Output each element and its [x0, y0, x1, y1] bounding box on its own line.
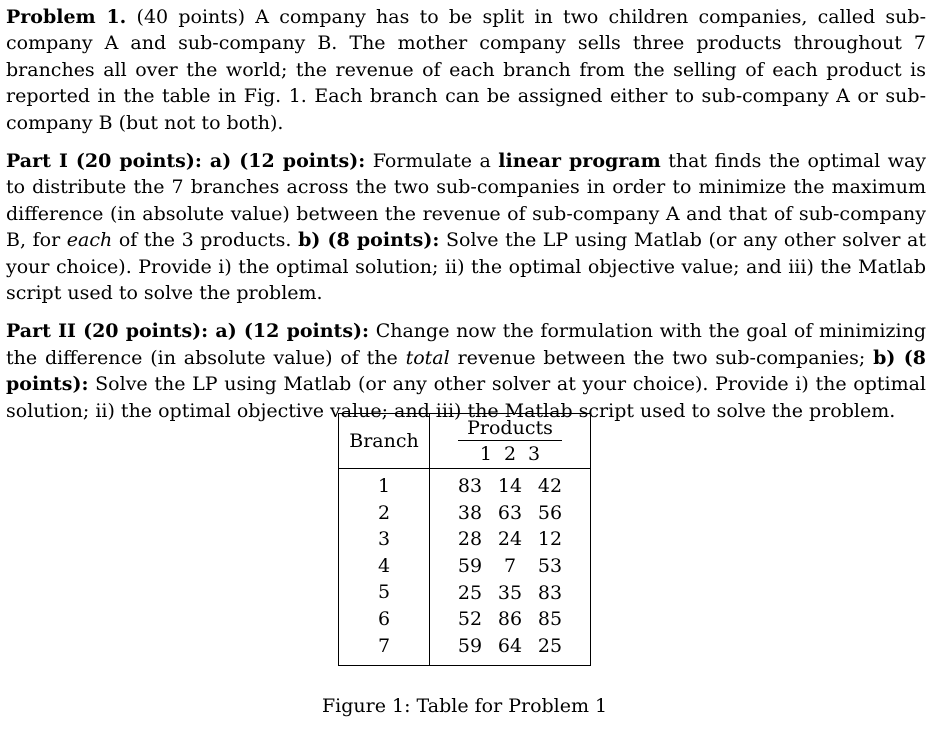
part1-heading-b: b) (8 points): [298, 229, 440, 252]
problem-intro-paragraph [6, 4, 926, 136]
problem-document [6, 4, 926, 436]
table-row [339, 579, 591, 606]
value-cell: 25 [537, 634, 563, 657]
part2-text-a1: Change now the formulation with the goal of minimizing the difference (in absolute value) of the [6, 320, 926, 369]
product-numbers [430, 441, 590, 467]
part1-bold-lp: linear program [498, 150, 661, 173]
value-cell: 24 [497, 528, 523, 551]
value-cell: 83 [537, 581, 563, 604]
value-cell: 59 [457, 555, 483, 578]
part1-text-a2: that finds the optimal way to distribute the 7 branches across the two sub-companies in order to minimize the maximum difference (in absolute value) between the revenue of sub-company A and that of sub-company B, for [6, 150, 927, 252]
product-number: 2 [503, 443, 517, 465]
values-cell [430, 526, 591, 553]
value-cell: 42 [537, 475, 563, 498]
branch-cell: 5 [339, 579, 430, 606]
part2-text-a2: revenue between the two sub-companies; [457, 346, 866, 369]
part2-heading: Part II (20 points): a) (12 points): [6, 320, 370, 343]
branch-column-header: Branch [339, 414, 430, 469]
value-cell: 63 [497, 501, 523, 524]
part2-italic-total: total [405, 346, 450, 369]
value-cell: 25 [457, 581, 483, 604]
value-cell: 14 [497, 475, 523, 498]
branch-cell: 6 [339, 606, 430, 633]
branch-cell: 1 [339, 469, 430, 500]
products-header-cell [430, 414, 591, 469]
table-row [339, 553, 591, 580]
table-row [339, 526, 591, 553]
value-cell: 86 [497, 608, 523, 631]
part1-italic-each: each [66, 229, 113, 252]
part1-paragraph [6, 148, 926, 306]
problem-intro-text: (40 points) A company has to be split in two children companies, called sub-company A and sub-company B. The mother company sells three products throughout 7 branches all over the world; the revenue of each branch from the selling of each product is reported in the table in Fig. 1. Each branch can be assigned either to sub-company A or sub-company B (but not to both). [6, 6, 926, 134]
values-cell [430, 500, 591, 527]
part1-text-a1: Formulate a [372, 150, 491, 173]
values-cell [430, 633, 591, 666]
value-cell: 56 [537, 501, 563, 524]
value-cell: 53 [537, 555, 563, 578]
revenue-table-container [338, 413, 591, 666]
values-cell [430, 579, 591, 606]
value-cell: 7 [503, 555, 517, 578]
branch-cell: 7 [339, 633, 430, 666]
revenue-table [338, 413, 591, 666]
value-cell: 28 [457, 528, 483, 551]
values-cell [430, 469, 591, 500]
table-row [339, 606, 591, 633]
branch-cell: 3 [339, 526, 430, 553]
table-row [339, 469, 591, 500]
value-cell: 38 [457, 501, 483, 524]
table-row [339, 633, 591, 666]
values-cell [430, 553, 591, 580]
value-cell: 52 [457, 608, 483, 631]
branch-cell: 4 [339, 553, 430, 580]
figure-caption: Figure 1: Table for Problem 1 [322, 695, 608, 717]
table-header-row [339, 414, 591, 469]
value-cell: 83 [457, 475, 483, 498]
problem-heading: Problem 1. [6, 6, 127, 28]
part2-paragraph [6, 318, 926, 424]
branch-cell: 2 [339, 500, 430, 527]
product-number: 1 [479, 443, 492, 465]
part2-text-b: Solve the LP using Matlab (or any other solver at your choice). Provide i) the optimal solution; ii) the optimal objective value; and iii) the Matlab script used to solve the problem. [6, 373, 926, 422]
part2-heading-b: b) (8 points): [6, 346, 927, 396]
part1-text-b: Solve the LP using Matlab (or any other solver at your choice). Provide i) the optimal solution; ii) the optimal objective value; and iii) the Matlab script used to solve the problem. [6, 229, 927, 305]
values-cell [430, 606, 591, 633]
value-cell: 64 [497, 634, 523, 657]
part1-text-a3: of the 3 products. [118, 229, 292, 252]
value-cell: 85 [537, 608, 563, 631]
value-cell: 12 [537, 528, 563, 551]
product-number: 3 [528, 443, 541, 465]
table-row [339, 500, 591, 527]
value-cell: 35 [497, 581, 523, 604]
value-cell: 59 [457, 634, 483, 657]
products-column-header: Products [458, 414, 562, 441]
part1-heading: Part I (20 points): a) (12 points): [6, 150, 366, 173]
